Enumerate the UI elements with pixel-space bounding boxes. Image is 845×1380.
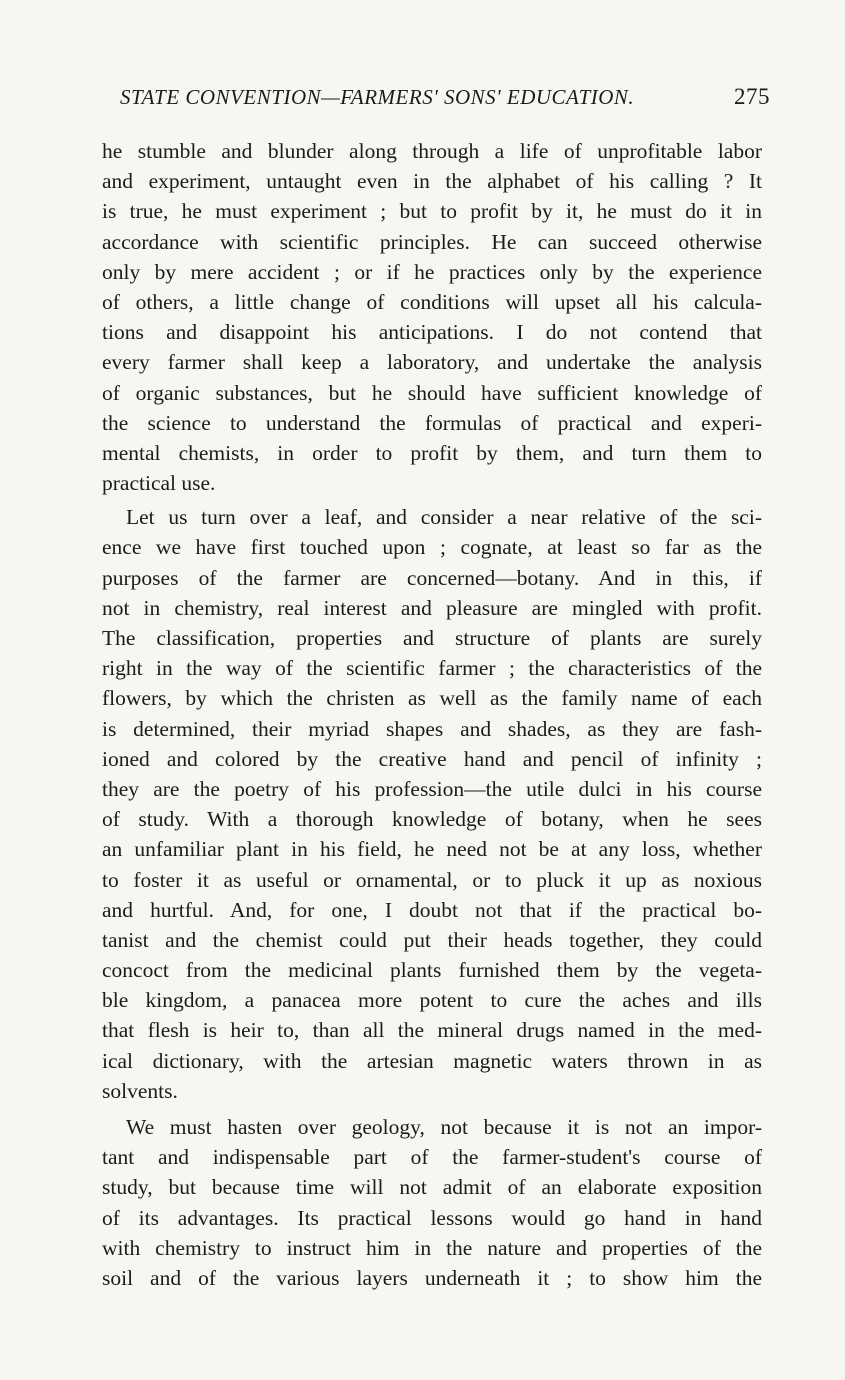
- text-line: of study. With a thorough knowledge of botany, when he sees: [102, 807, 762, 832]
- text-line: tanist and the chemist could put their heads together, they could: [102, 927, 762, 952]
- text-line: right in the way of the scientific farmer ; the characteristics of the: [102, 656, 762, 681]
- text-line: tant and indispensable part of the farmer-student's course of: [102, 1145, 762, 1170]
- text-line: ble kingdom, a panacea more potent to cure the aches and ills: [102, 988, 762, 1013]
- text-line: only by mere accident ; or if he practices only by the experience: [102, 259, 762, 284]
- text-line: The classification, properties and structure of plants are surely: [102, 626, 762, 650]
- text-line: is true, he must experiment ; but to profit by it, he must do it in: [102, 199, 762, 224]
- text-line: concoct from the medicinal plants furnished them by the vegeta-: [102, 958, 762, 983]
- text-line: they are the poetry of his profession—the utile dulci in his course: [102, 776, 762, 801]
- text-line: ical dictionary, with the artesian magnetic waters thrown in as: [102, 1048, 762, 1073]
- page-body: [102, 136, 762, 1293]
- text-line: the science to understand the formulas of practical and experi-: [102, 410, 762, 435]
- text-line: an unfamiliar plant in his field, he need not be at any loss, whether: [102, 837, 762, 862]
- text-line: purposes of the farmer are concerned—botany. And in this, if: [102, 565, 762, 590]
- running-head: [120, 84, 770, 110]
- text-line: ence we have first touched upon ; cognate, at least so far as the: [102, 535, 762, 560]
- text-line: is determined, their myriad shapes and shades, as they are fash-: [102, 716, 762, 741]
- text-line: We must hasten over geology, not because it is not an impor-: [126, 1115, 762, 1139]
- text-line: with chemistry to instruct him in the nature and properties of the: [102, 1235, 762, 1260]
- text-line: flowers, by which the christen as well as the family name of each: [102, 686, 762, 711]
- text-line: and hurtful. And, for one, I doubt not that if the practical bo-: [102, 897, 762, 922]
- text-line: practical use.: [102, 471, 216, 496]
- text-line: that flesh is heir to, than all the mineral drugs named in the med-: [102, 1018, 762, 1043]
- text-line: not in chemistry, real interest and pleasure are mingled with profit.: [102, 595, 762, 620]
- text-line: study, but because time will not admit of an elaborate exposition: [102, 1175, 762, 1200]
- text-line: soil and of the various layers underneath it ; to show him the: [102, 1265, 762, 1290]
- text-line: of organic substances, but he should have sufficient knowledge of: [102, 380, 762, 405]
- text-line: he stumble and blunder along through a life of unprofitable labor: [102, 139, 762, 163]
- text-line: Let us turn over a leaf, and consider a near relative of the sci-: [126, 505, 762, 530]
- text-line: accordance with scientific principles. He can succeed otherwise: [102, 229, 762, 254]
- text-line: mental chemists, in order to profit by them, and turn them to: [102, 440, 762, 465]
- paragraph: [102, 136, 762, 498]
- text-line: to foster it as useful or ornamental, or to pluck it up as noxious: [102, 867, 762, 892]
- text-line: of others, a little change of conditions will upset all his calcula-: [102, 289, 762, 314]
- text-line: ioned and colored by the creative hand and pencil of infinity ;: [102, 746, 762, 771]
- running-head-title: STATE CONVENTION—FARMERS' SONS' EDUCATION.: [120, 85, 635, 109]
- text-line: of its advantages. Its practical lessons would go hand in hand: [102, 1205, 762, 1230]
- text-line: and experiment, untaught even in the alphabet of his calling ? It: [102, 169, 762, 194]
- paragraph: [102, 502, 762, 1106]
- text-line: solvents.: [102, 1078, 178, 1103]
- text-line: every farmer shall keep a laboratory, and undertake the analysis: [102, 350, 762, 375]
- text-line: tions and disappoint his anticipations. I do not contend that: [102, 320, 762, 345]
- paragraph: [102, 1112, 762, 1293]
- page-number: 275: [734, 84, 770, 109]
